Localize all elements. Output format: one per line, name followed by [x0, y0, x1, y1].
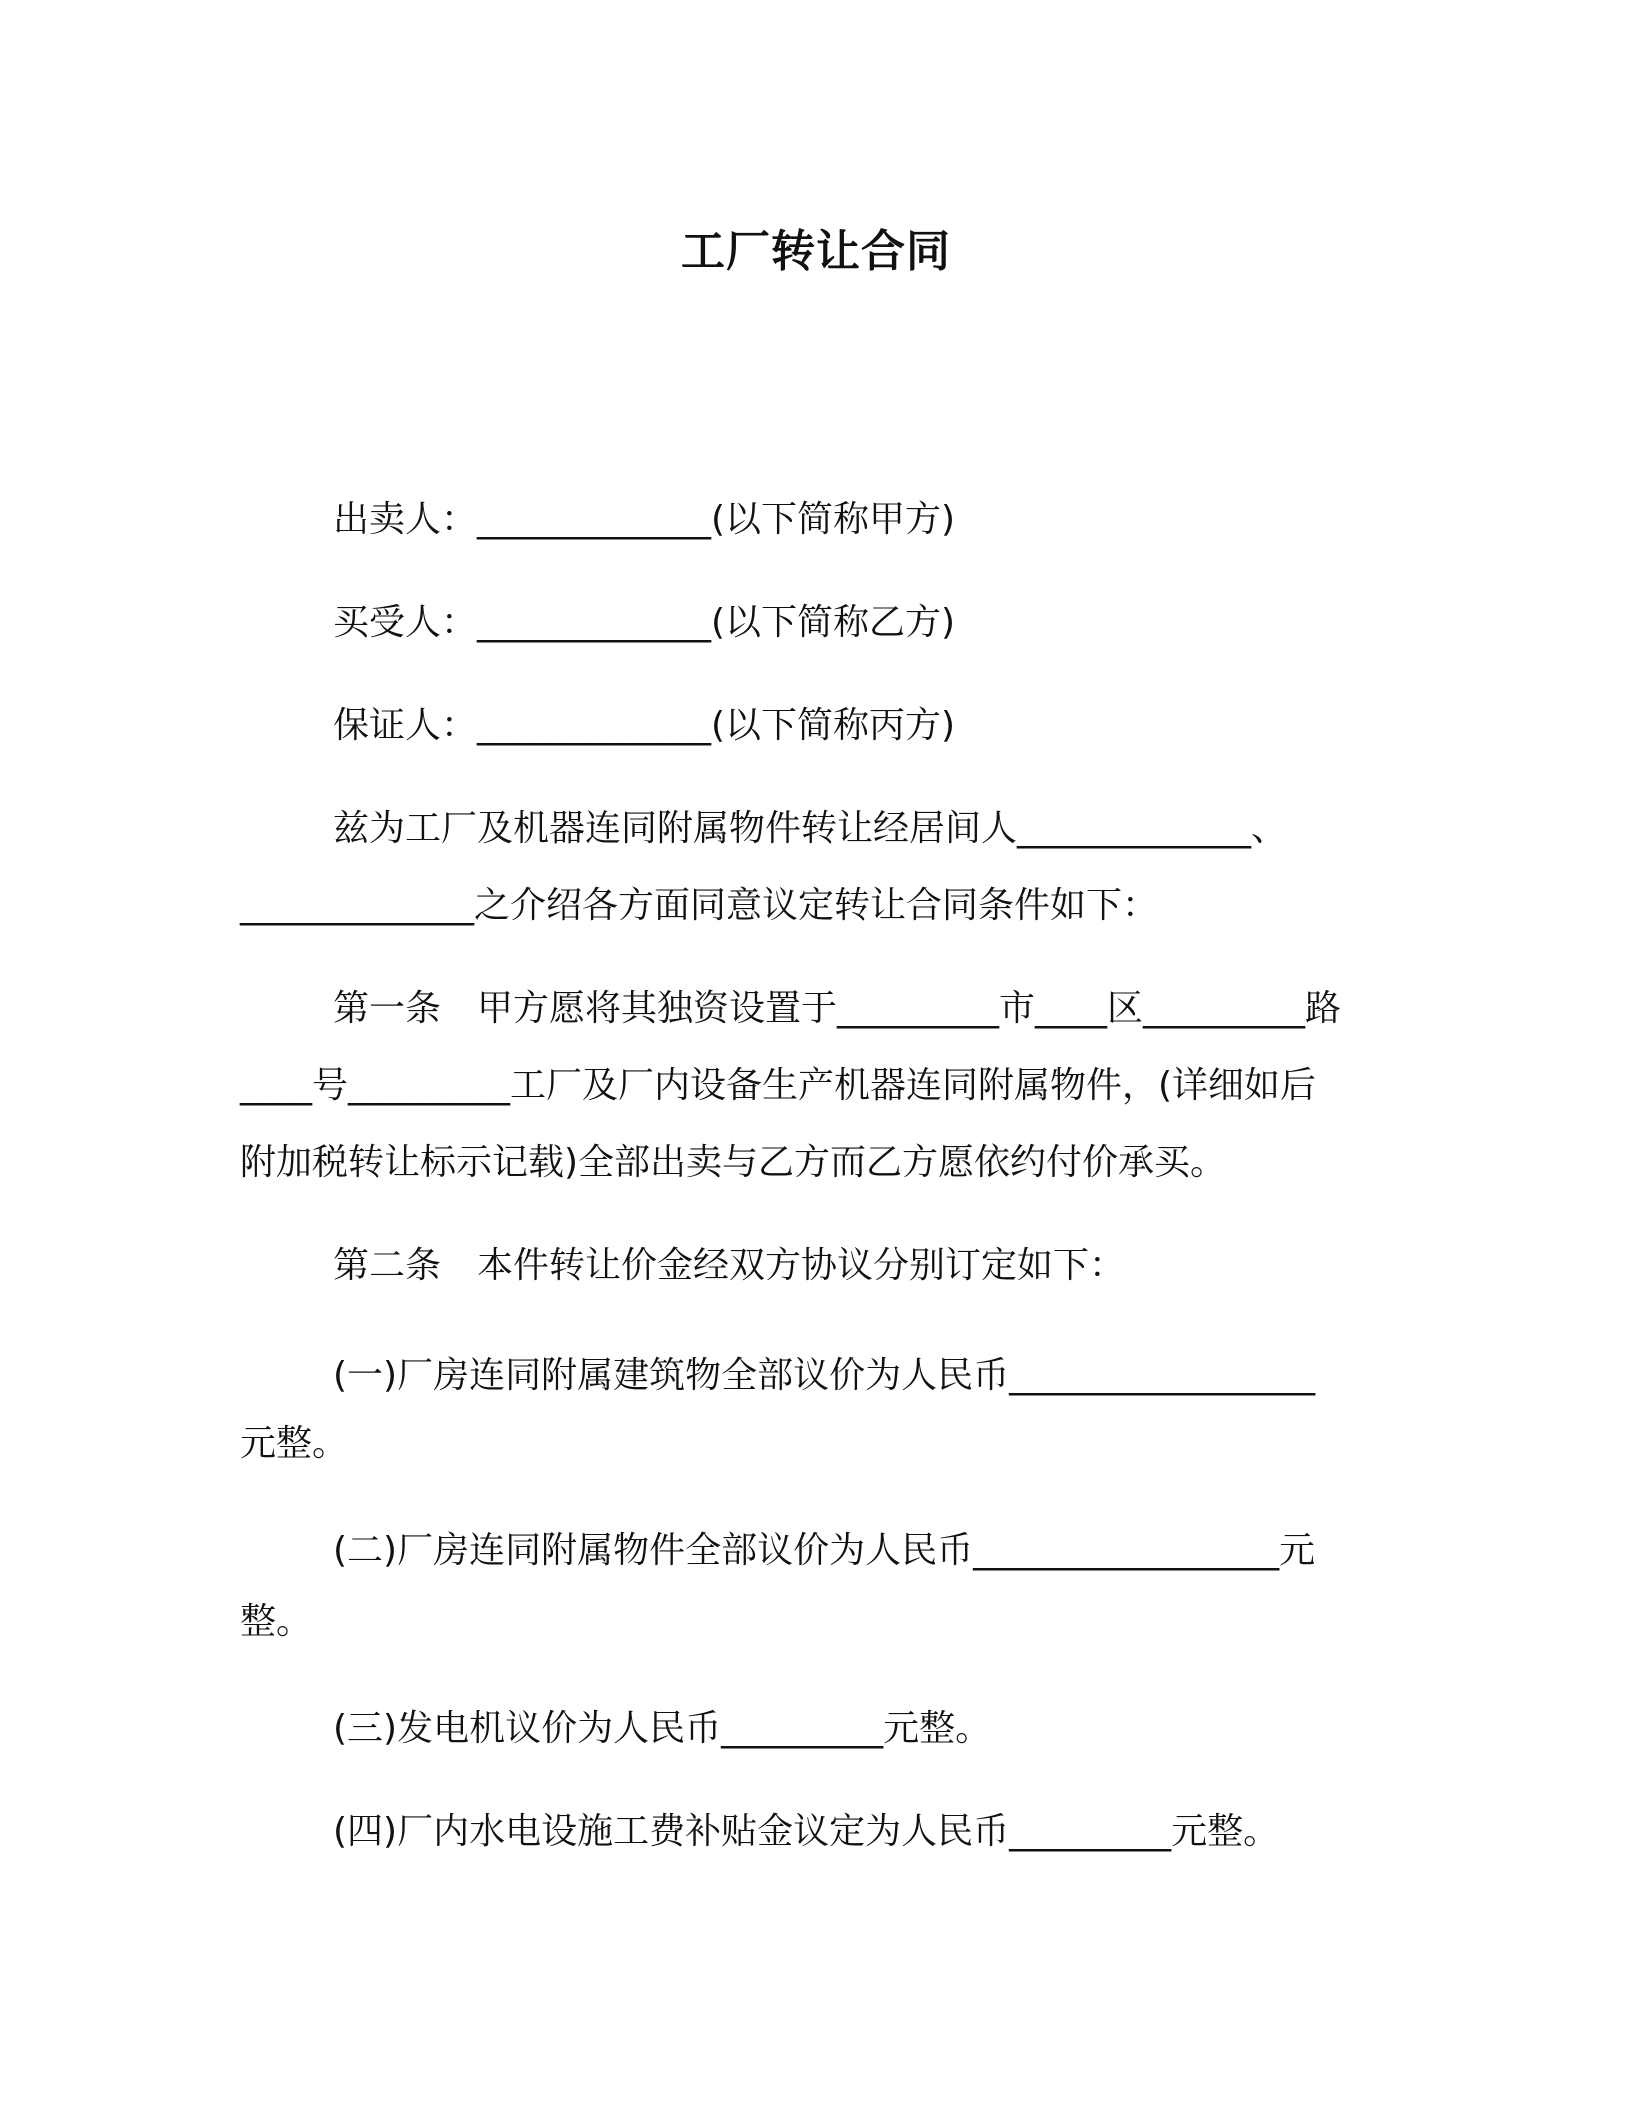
item-1-line-1: (一)厂房连同附属建筑物全部议价为人民币_________________: [333, 1355, 1316, 1396]
item-2-line-1: (二)厂房连同附属物件全部议价为人民币_________________元: [333, 1530, 1316, 1571]
intro-paragraph-line-1: 兹为工厂及机器连同附属物件转让经居间人_____________、: [333, 808, 1288, 849]
document-title: 工厂转让合同: [681, 226, 951, 277]
guarantor-line: 保证人：_____________(以下简称丙方): [333, 705, 956, 746]
item-1-line-2: 元整。: [240, 1423, 349, 1464]
item-3-line: (三)发电机议价为人民币_________元整。: [333, 1708, 992, 1749]
item-4-line: (四)厂内水电设施工费补贴金议定为人民币_________元整。: [333, 1811, 1280, 1852]
intro-paragraph-line-2: _____________之介绍各方面同意议定转让合同条件如下：: [240, 885, 1159, 926]
article-2-heading: 第二条 本件转让价金经双方协议分别订定如下：: [333, 1245, 1126, 1286]
article-1-line-1: 第一条 甲方愿将其独资设置于_________市____区_________路: [333, 988, 1342, 1029]
seller-line: 出卖人：_____________(以下简称甲方): [333, 499, 956, 540]
article-1-line-3: 附加税转让标示记载)全部出卖与乙方而乙方愿依约付价承买。: [240, 1142, 1227, 1183]
article-1-line-2: ____号_________工厂及厂内设备生产机器连同附属物件，(详细如后: [240, 1065, 1317, 1106]
buyer-line: 买受人：_____________(以下简称乙方): [333, 602, 956, 643]
item-2-line-2: 整。: [240, 1601, 313, 1642]
